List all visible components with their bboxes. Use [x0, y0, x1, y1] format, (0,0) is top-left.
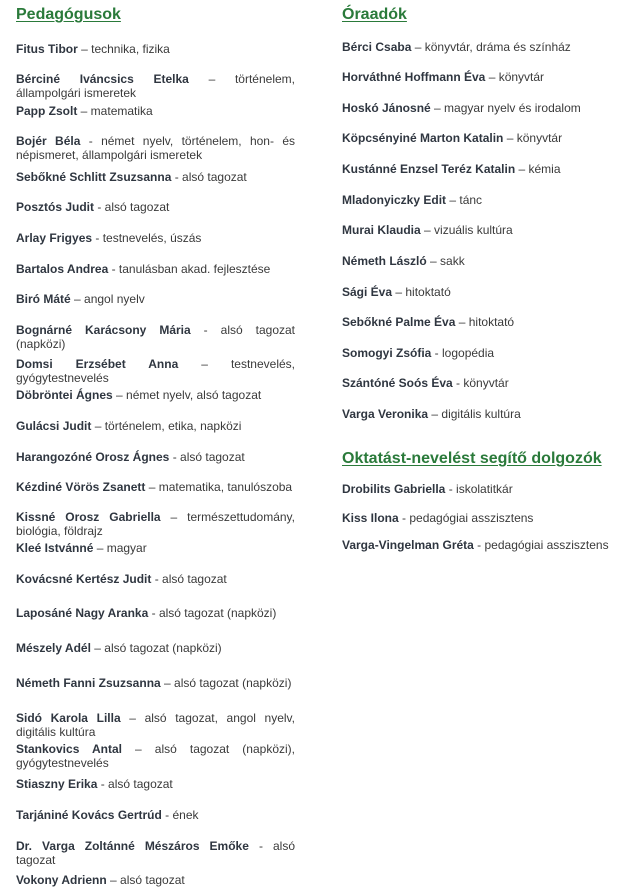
staff-role: – technika, fizika [77, 42, 170, 56]
staff-role: - logopédia [431, 346, 495, 360]
staff-name: Stankovics Antal [16, 742, 122, 756]
teachers-heading: Pedagógusok [16, 6, 121, 23]
staff-name: Bartalos Andrea [16, 262, 109, 276]
staff-role: - alsó tagozat [171, 170, 247, 184]
staff-role: – alsó tagozat (napközi) [160, 676, 292, 690]
staff-name: Bognárné Karácsony Mária [16, 323, 191, 337]
staff-role: - testnevelés, úszás [92, 231, 202, 245]
staff-role: – hitoktató [455, 315, 515, 329]
staff-name: Németh László [342, 254, 427, 268]
staff-role: – angol nyelv [70, 292, 145, 306]
staff-name: Vokony Adrienn [16, 873, 107, 887]
staff-name: Domsi Erzsébet Anna [16, 357, 179, 371]
staff-name: Varga-Vingelman Gréta [342, 538, 474, 552]
staff-entry [342, 538, 621, 552]
staff-entry [16, 357, 295, 385]
staff-name: Hoskó Jánosné [342, 101, 431, 115]
staff-entry [16, 104, 295, 118]
staff-entry [16, 480, 295, 494]
staff-role: – sakk [426, 254, 465, 268]
staff-name: Fitus Tibor [16, 42, 78, 56]
staff-role: – könyvtár [503, 131, 563, 145]
staff-name: Bérciné Iváncsics Etelka [16, 72, 189, 86]
staff-entry [16, 323, 295, 351]
staff-name: Drobilits Gabriella [342, 482, 446, 496]
staff-name: Döbröntei Ágnes [16, 388, 113, 402]
staff-name: Kézdiné Vörös Zsanett [16, 480, 146, 494]
staff-role: – alsó tagozat (napközi) [90, 641, 222, 655]
staff-name: Tarjániné Kovács Gertrúd [16, 808, 162, 822]
staff-entry [16, 742, 295, 770]
staff-entry [16, 676, 295, 690]
staff-name: Sidó Karola Lilla [16, 711, 121, 725]
staff-role: – német nyelv, alsó tagozat [112, 388, 262, 402]
staff-name: Posztós Judit [16, 200, 95, 214]
staff-entry [342, 223, 621, 237]
staff-entry [16, 388, 295, 402]
staff-entry [16, 510, 295, 538]
staff-entry [342, 346, 621, 360]
staff-entry [342, 70, 621, 84]
staff-entry [16, 606, 295, 620]
staff-role: – kémia [515, 162, 561, 176]
staff-entry [342, 193, 621, 207]
staff-name: Stiaszny Erika [16, 777, 98, 791]
staff-name: Bojér Béla [16, 134, 81, 148]
staff-name: Horváthné Hoffmann Éva [342, 70, 486, 84]
staff-name: Laposáné Nagy Aranka [16, 606, 149, 620]
staff-role: – tánc [446, 193, 483, 207]
staff-entry [16, 200, 295, 214]
staff-role: – magyar nyelv és irodalom [430, 101, 581, 115]
staff-name: Gulácsi Judit [16, 419, 92, 433]
staff-entry [16, 641, 295, 655]
staff-entry [16, 711, 295, 739]
staff-role: - alsó tagozat [97, 777, 173, 791]
staff-entry [342, 162, 621, 176]
staff-role: – történelem, etika, napközi [91, 419, 242, 433]
staff-role: – vizuális kultúra [420, 223, 513, 237]
staff-name: Dr. Varga Zoltánné Mészáros Emőke [16, 839, 249, 853]
staff-name: Kovácsné Kertész Judit [16, 572, 152, 586]
support-staff-heading: Oktatást-nevelést segítő dolgozók [342, 450, 602, 467]
staff-name: Mészely Adél [16, 641, 91, 655]
staff-role: - iskolatitkár [445, 482, 513, 496]
staff-name: Arlay Frigyes [16, 231, 93, 245]
staff-name: Sági Éva [342, 285, 393, 299]
staff-name: Biró Máté [16, 292, 71, 306]
staff-entry [342, 131, 621, 145]
staff-name: Kleé Istvánné [16, 541, 94, 555]
staff-role: - alsó tagozat [151, 572, 227, 586]
staff-entry [342, 407, 621, 421]
staff-role: - tanulásban akad. fejlesztése [108, 262, 271, 276]
staff-role: - alsó tagozat [94, 200, 170, 214]
staff-role: - alsó tagozat (napközi) [148, 606, 277, 620]
staff-name: Szántóné Soós Éva [342, 376, 453, 390]
staff-role: – magyar [93, 541, 147, 555]
staff-name: Harangozóné Orosz Ágnes [16, 450, 170, 464]
staff-name: Bérci Csaba [342, 40, 412, 54]
staff-role: – alsó tagozat (napközi), gyógytestnevelés [16, 742, 295, 770]
staff-entry [16, 777, 295, 791]
staff-entry [16, 292, 295, 306]
staff-entry [16, 450, 295, 464]
staff-role: - pedagógiai asszisztens [473, 538, 609, 552]
staff-name: Mladonyiczky Edit [342, 193, 447, 207]
staff-entry [342, 482, 621, 496]
staff-entry [342, 285, 621, 299]
staff-entry [16, 72, 295, 100]
staff-role: – történelem, állampolgári ismeretek [16, 72, 295, 100]
staff-role: – természettudomány, biológia, földrajz [16, 510, 295, 538]
staff-role: - német nyelv, történelem, hon- és népismeret, állampolgári ismeretek [16, 134, 295, 162]
staff-entry [16, 572, 295, 586]
staff-entry [16, 42, 295, 56]
staff-name: Köpcsényiné Marton Katalin [342, 131, 504, 145]
guest-teachers-heading: Óraadók [342, 6, 407, 23]
staff-name: Varga Veronika [342, 407, 429, 421]
staff-role: - ének [161, 808, 199, 822]
staff-name: Murai Klaudia [342, 223, 421, 237]
staff-role: - pedagógiai asszisztens [398, 511, 534, 525]
staff-entry [342, 254, 621, 268]
staff-role: – matematika [77, 104, 153, 118]
staff-entry [342, 315, 621, 329]
staff-entry [16, 873, 295, 887]
staff-role: - alsó tagozat [16, 839, 295, 867]
staff-role: – hitoktató [392, 285, 451, 299]
staff-name: Somogyi Zsófia [342, 346, 432, 360]
staff-entry [342, 101, 621, 115]
staff-role: – alsó tagozat, angol nyelv, digitális kultúra [16, 711, 295, 739]
staff-entry [16, 839, 295, 867]
staff-role: – alsó tagozat [106, 873, 185, 887]
staff-entry [342, 511, 621, 525]
staff-entry [16, 541, 295, 555]
staff-name: Sebőkné Palme Éva [342, 315, 456, 329]
staff-name: Kissné Orosz Gabriella [16, 510, 161, 524]
staff-role: - alsó tagozat [169, 450, 245, 464]
staff-role: - könyvtár [452, 376, 509, 390]
staff-name: Papp Zsolt [16, 104, 78, 118]
staff-entry [16, 808, 295, 822]
staff-entry [342, 40, 621, 54]
staff-entry [342, 376, 621, 390]
staff-name: Kustánné Enzsel Teréz Katalin [342, 162, 516, 176]
staff-entry [16, 231, 295, 245]
staff-role: – matematika, tanulószoba [145, 480, 293, 494]
staff-role: – testnevelés, gyógytestnevelés [16, 357, 295, 385]
staff-entry [16, 262, 295, 276]
staff-entry [16, 134, 295, 162]
staff-name: Németh Fanni Zsuzsanna [16, 676, 161, 690]
staff-name: Sebőkné Schlitt Zsuzsanna [16, 170, 172, 184]
staff-role: - alsó tagozat (napközi) [16, 323, 296, 351]
staff-entry [16, 419, 295, 433]
staff-name: Kiss Ilona [342, 511, 399, 525]
staff-entry [16, 170, 295, 184]
staff-role: – könyvtár [485, 70, 545, 84]
staff-role: – digitális kultúra [428, 407, 521, 421]
staff-role: – könyvtár, dráma és színház [411, 40, 571, 54]
